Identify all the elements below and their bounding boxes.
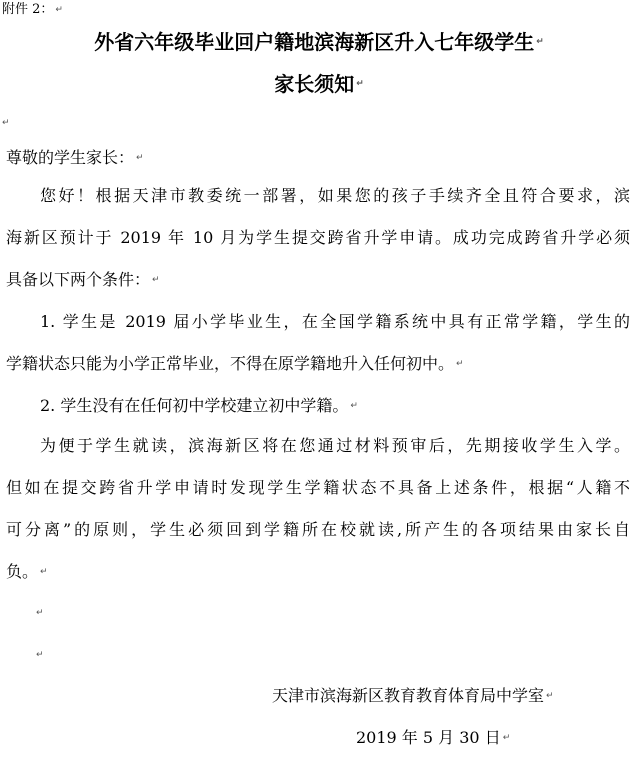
- paragraph-mark-icon: ↵: [456, 359, 464, 369]
- paragraph-2-line-1: 为便于学生就读，滨海新区将在您通过材料预审后，先期接收学生入学。: [40, 436, 630, 455]
- paragraph-mark-icon: ↵: [55, 5, 63, 15]
- paragraph-mark-icon: ↵: [36, 608, 44, 618]
- paragraph-mark-icon: ↵: [36, 650, 44, 660]
- paragraph-2-line-3: 可分离”的原则，学生必须回到学籍所在校就读,所产生的各项结果由家长自: [6, 520, 630, 539]
- paragraph-mark-icon: ↵: [502, 733, 511, 743]
- paragraph-1-line-2: 海新区预计于 2019 年 10 月为学生提交跨省升学申请。成功完成跨省升学必须: [6, 228, 630, 247]
- paragraph-2-line-4: 负。 ↵: [6, 562, 48, 581]
- title-line-2: 家长须知 ↵: [274, 72, 364, 96]
- paragraph-mark-icon: ↵: [40, 567, 48, 577]
- paragraph-mark-icon: ↵: [2, 118, 10, 128]
- title-line-1: 外省六年级毕业回户籍地滨海新区升入七年级学生 ↵: [94, 30, 544, 54]
- condition-2: 2. 学生没有在任何初中学校建立初中学籍。 ↵: [40, 396, 358, 415]
- paragraph-mark-icon: ↵: [546, 691, 554, 701]
- paragraph-mark-icon: ↵: [356, 79, 364, 89]
- greeting: 尊敬的学生家长： ↵: [6, 148, 144, 167]
- paragraph-mark-icon: ↵: [136, 153, 144, 163]
- signature-organization: 天津市滨海新区教育教育体育局中学室 ↵: [272, 686, 554, 705]
- signature-date: 2019 年 5 月 30 日 ↵: [356, 728, 511, 747]
- paragraph-1-line-3: 具备以下两个条件： ↵: [6, 270, 160, 289]
- condition-1-line-1: 1. 学生是 2019 届小学毕业生，在全国学籍系统中具有正常学籍，学生的: [40, 312, 630, 331]
- condition-1-line-2: 学籍状态只能为小学正常毕业，不得在原学籍地升入任何初中。 ↵: [6, 354, 464, 373]
- paragraph-mark-icon: ↵: [536, 37, 544, 47]
- paragraph-1-line-1: 您好！根据天津市教委统一部署，如果您的孩子手续齐全且符合要求，滨: [40, 186, 630, 205]
- paragraph-mark-icon: ↵: [350, 401, 358, 411]
- paragraph-mark-icon: ↵: [152, 275, 160, 285]
- attachment-label: 附件 2： ↵: [2, 2, 63, 17]
- paragraph-2-line-2: 但如在提交跨省升学申请时发现学生学籍状态不具备上述条件，根据“人籍不: [6, 478, 630, 497]
